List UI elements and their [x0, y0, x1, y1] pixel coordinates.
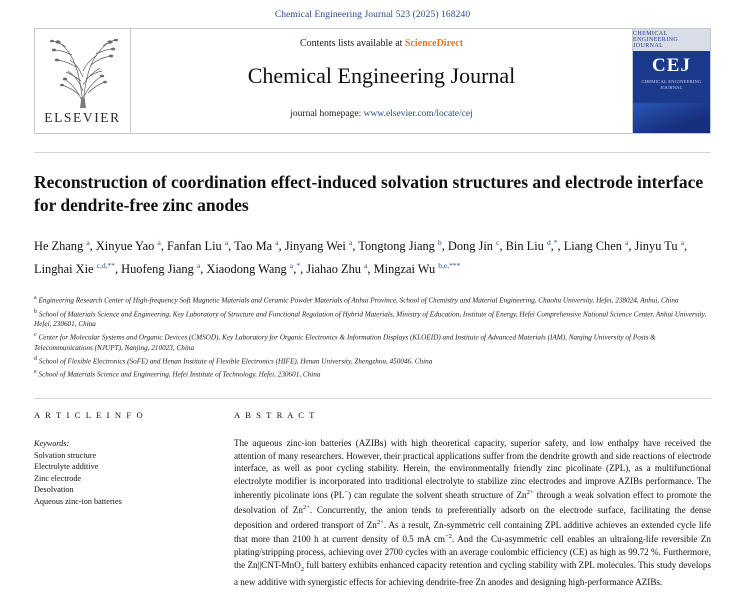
cover-artwork [633, 103, 710, 133]
cover-logo: CEJ [652, 55, 691, 76]
title-divider [34, 152, 711, 153]
keywords-label: Keywords: [34, 439, 70, 449]
article-info-column [34, 410, 234, 588]
affiliation-item: $^a$ Engineering Research Center of High-frequency Soft Magnetic Materials and Ceramic Powder Materials of Anhui Province, School of Chemistry and Material Engineering, Chaohu University, Hefei, 238024, Anhui, China [34, 295, 679, 305]
journal-masthead [34, 28, 711, 134]
masthead-center [131, 29, 632, 133]
elsevier-wordmark: ELSEVIER [44, 110, 121, 125]
sciencedirect-link[interactable]: ScienceDirect [404, 38, 464, 49]
article-info-heading: A R T I C L E I N F O [34, 410, 145, 421]
contents-line [131, 38, 632, 49]
elsevier-tree-icon [46, 33, 120, 109]
affiliation-item: $^e$ School of Materials Science and Engineering, Hefei Institute of Technology, Hefei, 230601, China [34, 369, 321, 379]
keyword-item: Zinc electrode [34, 473, 82, 483]
cover-subtitle: CHEMICAL ENGINEERING JOURNAL [641, 79, 702, 90]
abstract-column [234, 410, 711, 588]
journal-cover-thumbnail [632, 29, 710, 133]
keyword-item: Desolvation [34, 485, 74, 495]
affiliation-item: $^b$ School of Materials Science and Engineering, Key Laboratory of Structure and Functional Regulation of Hybrid Materials, Ministry of Education, Institute of Energy, Hefei Comprehensive National Science Center, Anhui University, Hefei, 230601, China [34, 308, 707, 329]
keywords-list [34, 450, 216, 507]
contents-prefix: Contents lists available at [299, 38, 405, 49]
running-head: Chemical Engineering Journal 523 (2025) 168240 [274, 10, 471, 20]
abstract-text: The aqueous zinc-ion batteries (AZIBs) with high theoretical capacity, superior safety, and low enthalpy have received the attention of many researchers. However, their practical applications suffer from the dendrite growth and side reactions of electrode interface, as well as poor cycling stability. Herein, the environmentally friendly zinc picolinate (ZPL), as a multifunctional electrolyte modifier is incorporated into traditional electrolyte to stabilize zinc electrodes and improve AZIBs performance. The inherently picolinate ions (PL−) can regulate the solvent sheath structure of $Zn^{2+}$ through a weak solvation effect to promote the desolvation of $Zn^{2+}$. Concurrently, the anion tends to preferentially adsorb on the electrode surface, facilitating the dense deposition and ordered transport of $Zn^{2+}$. As a result, Zn-symmetric cell containing ZPL additive achieves an extended cycle life that more than 2100 h at current density of 0.5 mA $cm^{-2}$. And the Cu-asymmetric cell enables an ultralong-life reversible Zn plating/stripping process, achieving over 2700 cycles with an average coulombic efficiency (CE) as high as 99.72 %. Furthermore, the Zn||CNT-MnO$_2$ full battery exhibits enhanced capacity retention and cycling stability with ZPL molecules. This study develops a new additive with synergistic effects for achieving dendrite-free Zn anodes and designing high-performance AZIBs. [234, 438, 711, 587]
keyword-item: Solvation structure [34, 451, 97, 461]
affiliation-item: $^d$ School of Flexible Electronics (SoFE) and Henan Institute of Flexible Electronics (HIFE), Henan University, Zhengzhou, 450046, China [34, 355, 433, 366]
info-abstract-row [34, 410, 711, 588]
abstract-heading: A B S T R A C T [234, 410, 317, 421]
homepage-line [131, 109, 632, 119]
publisher-logo [35, 29, 131, 133]
homepage-prefix: journal homepage: [290, 109, 364, 119]
article-title: Reconstruction of coordination effect-induced solvation structures and electrode interface for dendrite-free zinc anodes [34, 172, 704, 215]
keyword-item: Electrolyte additive [34, 462, 99, 472]
affiliation-item: $^c$ Center for Molecular Systems and Organic Devices (CMSOD), Key Laboratory for Organic Electronics & Information Displays (KLOEID) and Institute of Advanced Materials (IAM), Nanjing University of Posts & Telecommunications (NJUPT), Nanjing, 210023, China [34, 332, 656, 353]
cover-top-label: CHEMICAL ENGINEERING JOURNAL [633, 29, 710, 51]
journal-title: Chemical Engineering Journal [247, 63, 516, 88]
affiliation-list [34, 293, 711, 380]
abstract-divider [34, 398, 711, 399]
author-list: He Zhang $^a$, Xinyue Yao $^a$, Fanfan Liu $^a$, Tao Ma $^a$, Jinyang Wei $^a$, Tongtong Jiang $^b$, Dong Jin $^c$, Bin Liu $^d$,*, Liang Chen $^a$, Jinyu Tu $^a$, Linghai Xie $^{c,d,**}$, Huofeng Jiang $^a$, Xiaodong Wang $^a$,*, Jiahao Zhu $^a$, Mingzai Wu $^{b,e,***}$ [34, 238, 688, 277]
keyword-item: Aqueous zinc-ion batteries [34, 496, 122, 506]
journal-homepage-link[interactable]: www.elsevier.com/locate/cej [363, 109, 473, 119]
